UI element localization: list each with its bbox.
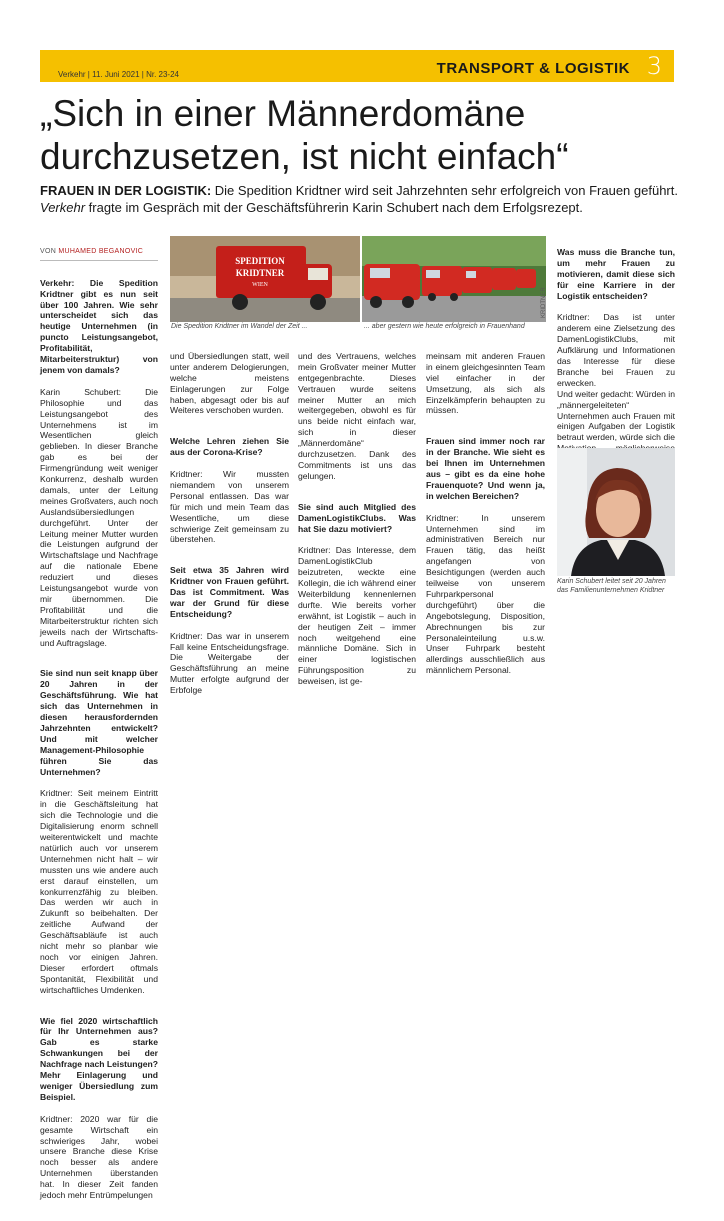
answer: und Übersiedlungen statt, weil unter anderem Delogierungen, welche meistens Einlagerungen zur Folge haben, abgesagt oder bis auf Weiteres verschoben wurden. [170, 350, 289, 416]
photo-caption-left: Die Spedition Kridtner im Wandel der Zeit ... [171, 323, 308, 330]
portrait-caption-line-1: Karin Schubert leitet seit 20 Jahren [557, 578, 666, 585]
modern-fleet-illustration [362, 236, 546, 322]
question: Welche Lehren ziehen Sie aus der Corona-Krise? [170, 436, 289, 458]
svg-text:KRIDTNER: KRIDTNER [235, 268, 285, 278]
truck-sign: SPEDITION [235, 256, 285, 266]
portrait-illustration [557, 448, 675, 576]
answer: Kridtner: 2020 war für die gesamte Wirtschaft ein schwieriges Jahr, wobei unsere Branche diese Krise noch besser als andere Unternehmen überstanden hat. In dieser Zeit fanden jedoch mehr Entrümpelungen [40, 1113, 158, 1201]
answer: Kridtner: Das ist unter anderem eine Zielsetzung des DamenLogistikClubs, mit Aufklärung und Informationen das Interesse für diese Branche bei Frauen zu erwecken. Und weiter gedacht: Würden in „männergeleiteten“ Unternehmen auch Frauen mit einigen Aufgaben der Logistik betraut werden, würde sich die [557, 312, 675, 443]
byline [40, 247, 158, 261]
answer: Kridtner: In unserem Unternehmen sind im administrativen Bereich nur Frauen tätig, das heißt angefangen von Besichtigungen (werden auch teilweise von unserem Fuhrparkpersonal durchgeführt) über die Angebotslegung, Disposition, Abrechnungen bis zur Personaleinteilung u.s.w. Unser Fuhrpark besteht allerdings ausschließlich aus männlichem Personal. [426, 512, 545, 676]
article-column-2 [170, 340, 289, 696]
answer: Kridtner: Das war in unserem Fall keine Entscheidungsfrage. Die Weitergabe der Geschäftsführung an meine Mutter erfolgte aufgrund der Erbfolge [170, 630, 289, 696]
modern-fleet-photo [362, 236, 546, 322]
historic-truck-illustration [170, 236, 360, 322]
section-header [40, 50, 674, 82]
lead-publication: Verkehr [40, 200, 86, 215]
photo-credit: KRIDTNER [541, 287, 547, 318]
question: Sie sind nun seit knapp über 20 Jahren in der Geschäftsführung. Wie hat sich das Unternehmen in diesen herausfordernden Jahrzehnten entwickelt? Und mit welcher Management-Philosophie führen Sie das Unternehmen? [40, 668, 158, 777]
answer: Kridtner: Wir mussten niemandem von unserem Personal entlassen. Das war für mich und mein Team das Wesentliche, um diese schwierige Zeit gemeinsam zu überstehen. [170, 468, 289, 545]
question: Wie fiel 2020 wirtschaftlich für Ihr Unternehmen aus? Gab es starke Schwankungen bei der Nachfrage nach Leistungen? Mehr Einlagerung und weniger Übersiedlung zum Beispiel. [40, 1015, 158, 1102]
byline-prefix: VON [40, 247, 59, 255]
article-column-1 [40, 236, 158, 1201]
lead-text-2: fragte im Gespräch mit der Geschäftsführerin Karin Schubert nach dem Erfolgsrezept. [85, 200, 583, 215]
photo-caption-right: ... aber gestern wie heute erfolgreich in Frauenhand [364, 323, 525, 330]
answer: Kridtner: Seit meinem Eintritt in die Geschäftsleitung hat sich die Technologie und die Digitalisierung enorm schnell weiterentwickelt und machte natürlich auch vor unserem Unternehmen nicht halt – wir mussten uns wie andere auch erst darauf einstellen, um konkurrenzfähig zu bleiben. Das werden wir auch in Zukunft so beibehalten. Der zeitliche Aufwand der Geschäftsabläufe ist auch nicht mehr so planbar wie noch vor einigen Jahren. Dieser erfordert oftmals Spontanität, Flexibilität und wirtschaftliches Umdenken. [40, 788, 158, 995]
question: Frauen sind immer noch rar in der Branche. Wie sieht es bei Ihnen im Unternehmen aus – gibt es da eine hohe Frauenquote? Und wenn ja, in welchen Bereichen? [426, 436, 545, 501]
question: Sie sind auch Mitglied des DamenLogistikClubs. Was hat Sie dazu motiviert? [298, 501, 416, 534]
answer: Karin Schubert: Die Philosophie und das Leistungsangebot des Unternehmens ist im Wesentlichen gleich geblieben. In dieser Branche gab es bei der Firmengründung weit weniger Konkurrenz, deshalb wurden damals, unter der Leitung meines Großvaters, auch noch Auslandsübersiedlungen durchgeführt. Unter der Leitung meiner Mutter wurden die Leistungen aufgrund der Wirtschaftslage und Nachfrage auf die nationale Ebene reduziert und dieses Leistungsangebot wurde von mir übernommen. Die Profitabilität und die Mitarbeiterstruktur richten sich jeweils nach der Wirtschafts- und Auftragslage. [40, 386, 158, 648]
portrait-photo [557, 448, 675, 576]
question: Verkehr: Die Spedition Kridtner gibt es nun seit über 100 Jahren. Wie sehr unterscheidet sich das heutige Unternehmen (in puncto Leistungsangebot, Profitabilität, Mitarbeiterstruktur) von jenem von damals? [40, 277, 158, 375]
article-column-5 [557, 236, 675, 444]
historic-truck-photo [170, 236, 360, 322]
svg-text:WIEN: WIEN [252, 282, 268, 288]
headline: „Sich in einer Männerdomäne durchzusetzen, ist nicht einfach“ [40, 93, 569, 177]
answer: meinsam mit anderen Frauen in einem gleichgesinnten Team viel einfacher in der Umsetzung, als sich als Einzelkämpferin behaupten zu müssen. [426, 350, 545, 416]
portrait-caption-line-2: das Familienunternehmen Kridtner [557, 587, 665, 594]
lead-paragraph [40, 182, 680, 216]
page-number: 3 [646, 52, 662, 80]
article-column-3 [298, 340, 416, 687]
answer: und des Vertrauens, welches mein Großvater meiner Mutter entgegenbrachte. Dieses Vertrauen wurde seitens meiner Mutter an mich weitergegeben, obwohl es für uns beide nicht einfach war, sich in dieser „Männerdomäne“ durchzusetzen. Dank des Commitments ist uns das gelungen. [298, 350, 416, 481]
article-column-4 [426, 340, 545, 676]
question: Seit etwa 35 Jahren wird Kridtner von Frauen geführt. Das ist Commitment. Was war der Grund für diese Entscheidung? [170, 565, 289, 619]
issue-meta: Verkehr | 11. Juni 2021 | Nr. 23-24 [58, 70, 179, 79]
byline-author: MUHAMED BEGANOVIC [58, 247, 144, 255]
answer: Kridtner: Das Interesse, dem DamenLogistikClub beizutreten, weckte eine Kollegin, die ich während einer Weiterbildung kennenlernen durfte. Wie bereits vorher erwähnt, ist Logistik – auch in der heutigen Zeit – immer noch weitgehend eine männliche Domäne. Sich in einer logistischen Führungsposition zu beweisen, ist ge- [298, 545, 416, 687]
lead-kicker: FRAUEN IN DER LOGISTIK: [40, 183, 212, 198]
question: Was muss die Branche tun, um mehr Frauen zu motivieren, damit diese sich für eine Karriere in der Logistik entscheiden? [557, 246, 675, 301]
section-title: TRANSPORT & LOGISTIK [436, 60, 630, 77]
lead-text-1: Die Spedition Kridtner wird seit Jahrzehnten sehr erfolgreich von Frauen geführt. [211, 183, 678, 198]
